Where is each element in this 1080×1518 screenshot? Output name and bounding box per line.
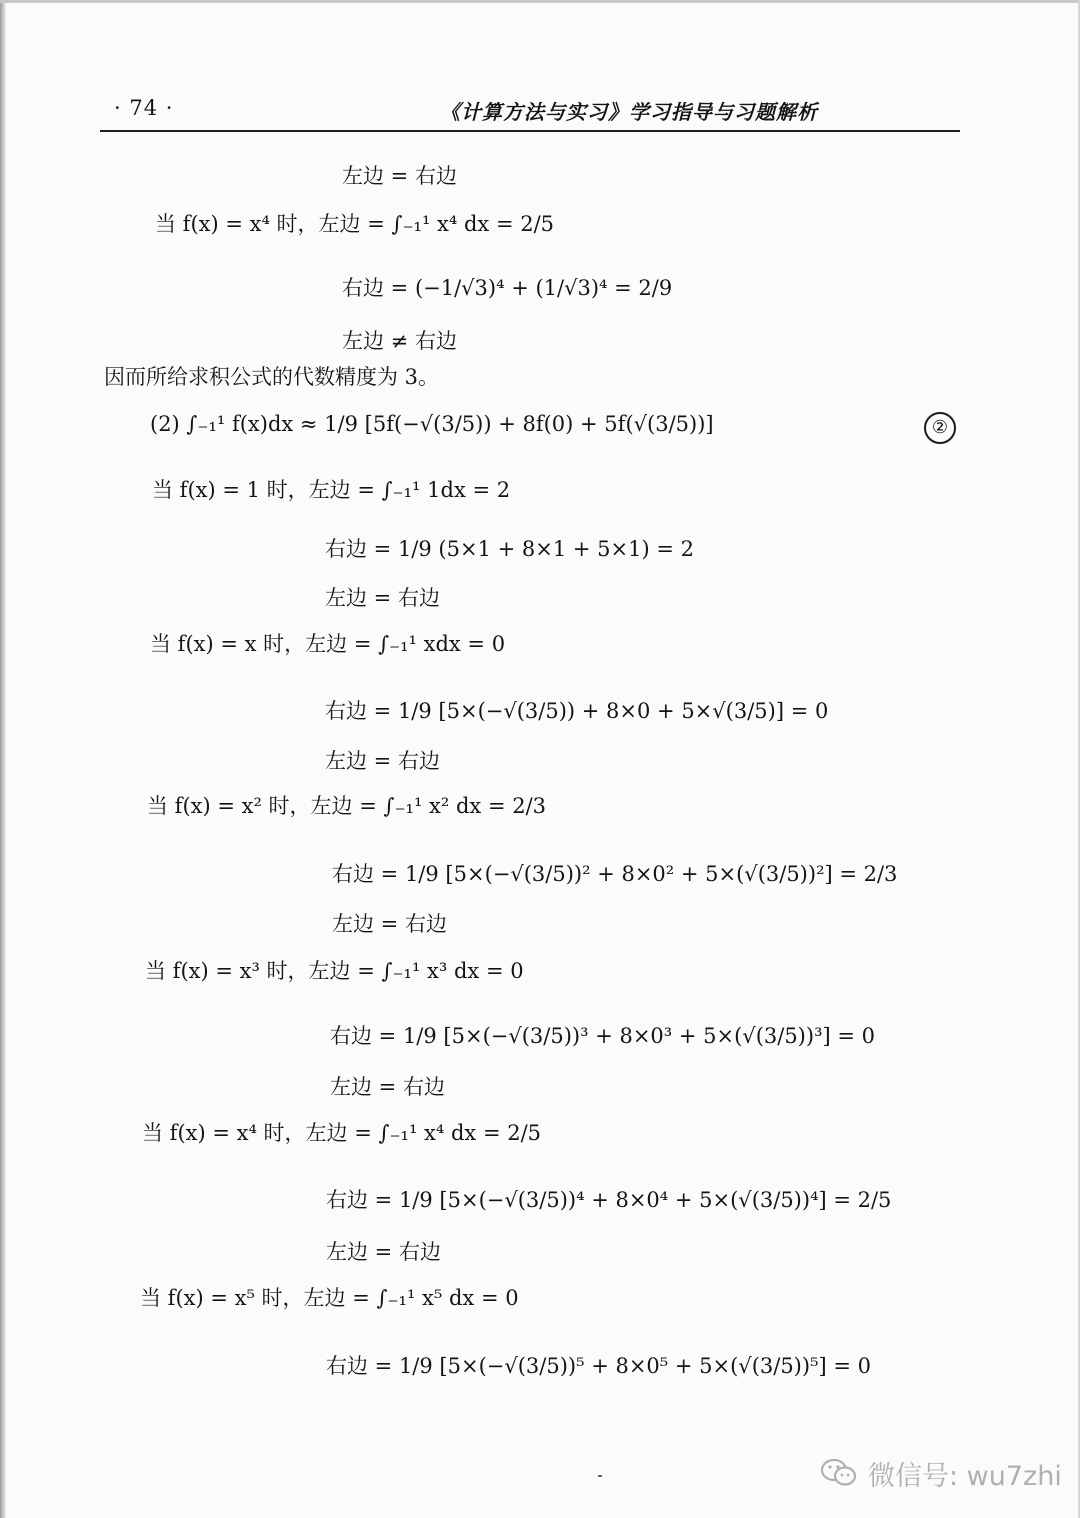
page-header <box>100 92 960 136</box>
page-number: · 74 · <box>114 96 174 120</box>
line-23: 右边 = 1/9 [5×(−√(3/5))⁵ + 8×0⁵ + 5×(√(3/5))⁵] = 0 <box>326 1354 871 1378</box>
line-1: 左边 = 右边 <box>342 164 457 188</box>
wechat-watermark <box>820 1450 1062 1496</box>
line-8: 右边 = 1/9 (5×1 + 8×1 + 5×1) = 2 <box>325 537 694 561</box>
line-18: 左边 = 右边 <box>330 1075 445 1099</box>
line-19: 当 f(x) = x⁴ 时，左边 = ∫₋₁¹ x⁴ dx = 2/5 <box>142 1121 542 1145</box>
line-9: 左边 = 右边 <box>325 586 440 610</box>
line-10: 当 f(x) = x 时，左边 = ∫₋₁¹ xdx = 0 <box>150 632 506 656</box>
line-22: 当 f(x) = x⁵ 时，左边 = ∫₋₁¹ x⁵ dx = 0 <box>140 1286 519 1310</box>
scan-top-edge <box>0 0 1080 3</box>
book-title: 《计算方法与实习》学习指导与习题解析 <box>440 100 818 124</box>
line-21: 左边 = 右边 <box>326 1240 441 1264</box>
line-3: 右边 = (−1/√3)⁴ + (1/√3)⁴ = 2/9 <box>342 276 673 300</box>
line-13: 当 f(x) = x² 时，左边 = ∫₋₁¹ x² dx = 2/3 <box>147 794 547 818</box>
scan-speck <box>598 1475 602 1477</box>
line-15: 左边 = 右边 <box>332 912 447 936</box>
line-11: 右边 = 1/9 [5×(−√(3/5)) + 8×0 + 5×√(3/5)] = 0 <box>325 699 829 723</box>
line-20: 右边 = 1/9 [5×(−√(3/5))⁴ + 8×0⁴ + 5×(√(3/5))⁴] = 2/5 <box>326 1188 892 1212</box>
watermark-text: 微信号: wu7zhi <box>868 1460 1062 1492</box>
line-12: 左边 = 右边 <box>325 749 440 773</box>
equation-tag: ② <box>924 412 956 444</box>
header-rule <box>100 130 960 132</box>
wechat-icon <box>820 1457 858 1489</box>
line-6: (2) ∫₋₁¹ f(x)dx ≈ 1/9 [5f(−√(3/5)) + 8f(0) + 5f(√(3/5))] <box>150 412 714 436</box>
line-2: 当 f(x) = x⁴ 时，左边 = ∫₋₁¹ x⁴ dx = 2/5 <box>155 212 555 236</box>
scan-left-edge <box>0 0 6 1518</box>
line-14: 右边 = 1/9 [5×(−√(3/5))² + 8×0² + 5×(√(3/5))²] = 2/3 <box>332 862 898 886</box>
line-5: 因而所给求积公式的代数精度为 3。 <box>104 365 440 389</box>
line-16: 当 f(x) = x³ 时，左边 = ∫₋₁¹ x³ dx = 0 <box>145 959 524 983</box>
line-7: 当 f(x) = 1 时，左边 = ∫₋₁¹ 1dx = 2 <box>152 478 511 502</box>
line-17: 右边 = 1/9 [5×(−√(3/5))³ + 8×0³ + 5×(√(3/5))³] = 0 <box>330 1024 875 1048</box>
line-4: 左边 ≠ 右边 <box>342 329 457 353</box>
